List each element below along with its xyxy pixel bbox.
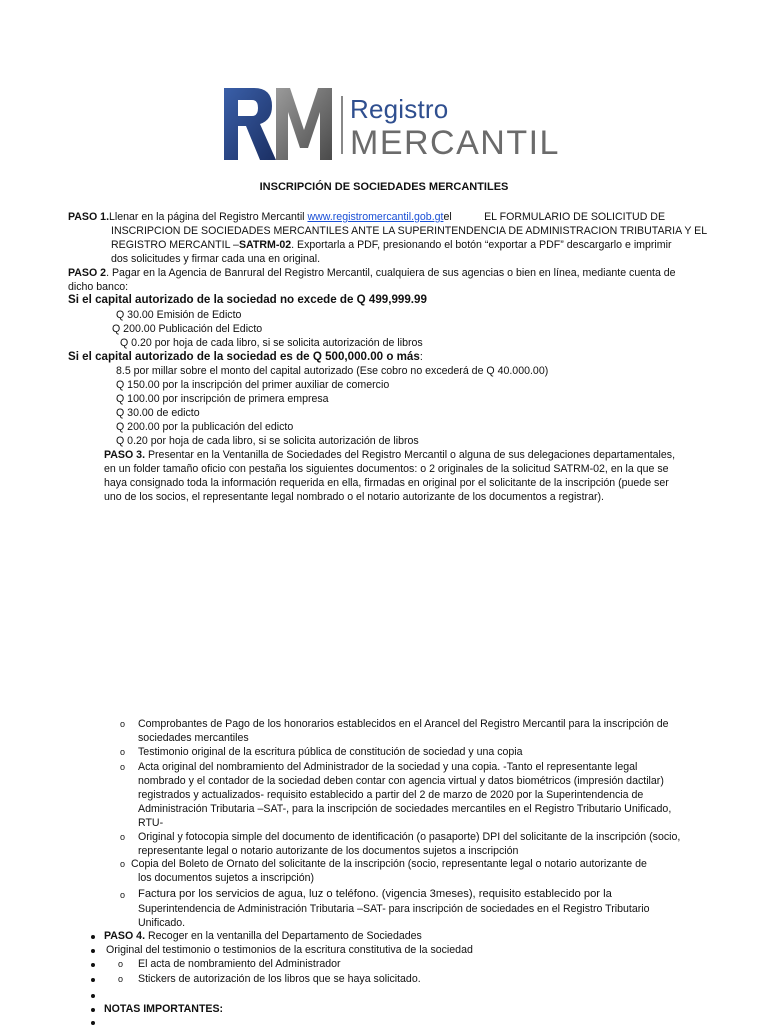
notas-heading: NOTAS IMPORTANTES:	[104, 1003, 224, 1015]
bullet-dot	[91, 994, 95, 998]
list-item-cont: sociedades mercantiles	[138, 732, 249, 744]
paso1-line1	[68, 210, 728, 224]
fee-item: Q 150.00 por la inscripción del primer auxiliar de comercio	[116, 379, 390, 391]
paso1-line2: INSCRIPCION DE SOCIEDADES MERCANTILES ANTE LA SUPERINTENDENCIA DE ADMINISTRACION TRIBUTARIA Y EL	[111, 225, 708, 237]
bullet-dot	[91, 1008, 95, 1012]
list-item: Original y fotocopia simple del documento de identificación (o pasaporte) DPI del solicitante de la inscripción (socio,	[138, 831, 681, 843]
registro-mercantil-logo	[222, 86, 560, 162]
sub-bullet-marker: o	[120, 719, 126, 729]
sub-bullet-marker: o	[120, 747, 126, 757]
list-item: Original del testimonio o testimonios de la escritura constitutiva de la sociedad	[106, 944, 473, 956]
fee-item: Q 0.20 por hoja de cada libro, si se solicita autorización de libros	[120, 337, 423, 349]
list-item: Stickers de autorización de los libros que se haya solicitado.	[138, 973, 421, 985]
paso3-line2: en un folder tamaño oficio con pestaña los siguientes documentos: o 2 originales de la solicitud SATRM-02, en la que se	[104, 463, 669, 475]
list-item-cont: Unificado.	[138, 917, 186, 929]
fee-item: Q 200.00 por la publicación del edicto	[116, 421, 294, 433]
paso1-line3-a: REGISTRO MERCANTIL –	[111, 239, 239, 251]
list-item: Factura por los servicios de agua, luz o teléfono. (vigencia 3meses), requisito establecido por la	[138, 888, 612, 900]
capital-heading-2-text: Si el capital autorizado de la sociedad es de Q 500,000.00 o más	[68, 350, 420, 363]
paso4-label: PASO 4.	[104, 930, 146, 942]
list-item-cont: Administración Tributaria –SAT-, para la inscripción de sociedades mercantiles en el Registro Tributario Unificado,	[138, 803, 672, 815]
rm-logo-mark-icon	[222, 86, 334, 162]
paso3-text: Presentar en la Ventanilla de Sociedades del Registro Mercantil o alguna de sus delegaciones departamentales,	[145, 449, 676, 461]
paso1-label: PASO 1.	[68, 211, 110, 223]
list-item: Copia del Boleto de Ornato del solicitante de la inscripción (socio, representante legal o notario autorizante de	[131, 858, 647, 870]
paso2-line1	[68, 266, 676, 280]
list-item: Testimonio original de la escritura pública de constitución de sociedad y una copia	[138, 746, 523, 758]
paso1-line3	[111, 238, 672, 252]
registro-mercantil-link[interactable]: www.registromercantil.gob.gt	[307, 211, 444, 223]
list-item: El acta de nombramiento del Administrador	[138, 958, 341, 970]
list-item-cont: Superintendencia de Administración Tributaria –SAT- para inscripción de sociedades en el Registro Tributario	[138, 903, 650, 915]
paso2-text: . Pagar en la Agencia de Banrural del Registro Mercantil, cualquiera de sus agencias o bien en línea, mediante cuenta de	[106, 267, 676, 279]
fee-item: Q 200.00 Publicación del Edicto	[112, 323, 263, 335]
paso2-line2: dicho banco:	[68, 281, 129, 293]
fee-item: 8.5 por millar sobre el monto del capital autorizado (Ese cobro no excederá de Q 40.000.00)	[116, 365, 549, 377]
bullet-dot	[91, 978, 95, 982]
list-item-cont: los documentos sujetos a inscripción)	[138, 872, 315, 884]
bullet-dot	[91, 1021, 95, 1025]
fee-item: Q 30.00 Emisión de Edicto	[116, 309, 242, 321]
fee-item: Q 100.00 por inscripción de primera empresa	[116, 393, 329, 405]
sub-bullet-marker: o	[120, 762, 126, 772]
form-code: SATRM-02	[238, 239, 292, 251]
capital-heading-2	[68, 350, 423, 364]
capital-heading-2-colon: :	[419, 351, 423, 363]
logo-text-mercantil: MERCANTIL	[350, 124, 560, 162]
list-item: Comprobantes de Pago de los honorarios establecidos en el Arancel del Registro Mercantil para la inscripción de	[138, 718, 669, 730]
paso1-line3-c: . Exportarla a PDF, presionando el botón “exportar a PDF” descargarlo e imprimir	[291, 239, 672, 251]
list-item: Acta original del nombramiento del Administrador de la sociedad y una copia. -Tanto el representante legal	[138, 761, 638, 773]
paso4-line	[104, 929, 422, 943]
paso3-line3: haya consignado toda la información requerida en ella, firmadas en original por el solicitante de la inscripción (puede ser	[104, 477, 669, 489]
logo-divider	[341, 96, 343, 154]
list-item-cont: representante legal o notario autorizante de los documentos sujetos a inscripción	[138, 845, 519, 857]
bullet-dot	[91, 935, 95, 939]
paso2-label: PASO 2	[68, 267, 107, 279]
paso1-text: Llenar en la página del Registro Mercantil	[109, 211, 308, 223]
bullet-dot	[91, 949, 95, 953]
sub-bullet-marker: o	[120, 832, 126, 842]
page-title: INSCRIPCIÓN DE SOCIEDADES MERCANTILES	[259, 181, 509, 193]
fee-item: Q 0.20 por hoja de cada libro, si se solicita autorización de libros	[116, 435, 419, 447]
list-item-cont: nombrado y el contador de la sociedad deben contar con agencia virtual y datos biométricos (impresión dactilar)	[138, 775, 664, 787]
bullet-dot	[91, 963, 95, 967]
paso1-line4: dos solicitudes y firmar cada una en original.	[111, 253, 321, 265]
paso4-text: Recoger en la ventanilla del Departamento de Sociedades	[145, 930, 422, 942]
paso3-line4: uno de los socios, el representante legal nombrado o el notario autorizante de los documentos a registrar).	[104, 491, 604, 503]
paso1-text-post: el EL FORMULARIO DE SOLICITUD DE	[443, 211, 666, 223]
sub-bullet-marker: o	[118, 959, 124, 969]
sub-bullet-marker: o	[120, 859, 126, 869]
capital-heading-1: Si el capital autorizado de la sociedad no excede de Q 499,999.99	[68, 293, 427, 306]
fee-item: Q 30.00 de edicto	[116, 407, 200, 419]
list-item-cont: registrados y actualizados- requisito establecido a partir del 2 de marzo de 2020 por la Superintendencia de	[138, 789, 644, 801]
logo-text-registro: Registro	[350, 94, 449, 124]
paso3-label: PASO 3.	[104, 449, 146, 461]
sub-bullet-marker: o	[118, 974, 124, 984]
sub-bullet-marker: o	[120, 890, 126, 900]
list-item-cont: RTU-	[138, 817, 164, 829]
paso3-line1	[104, 448, 675, 462]
